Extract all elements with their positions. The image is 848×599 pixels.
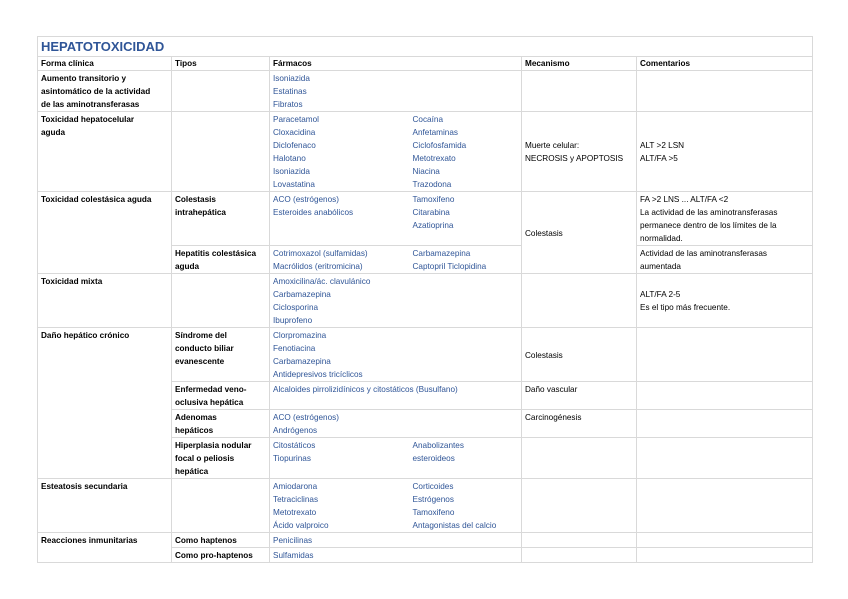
- drug-name: Estrógenos: [412, 495, 454, 504]
- forma-clinica-cell: Reacciones inmunitarias: [38, 533, 172, 563]
- farmacos-cell: [410, 246, 522, 274]
- mecanismo-text: NECROSIS y APOPTOSIS: [525, 154, 624, 163]
- drug-name: Amoxicilina/ác. clavulánico: [273, 277, 371, 286]
- tipo-text: hepáticos: [175, 426, 214, 435]
- tipos-cell: [172, 246, 270, 274]
- tipo-text: intrahepática: [175, 208, 226, 217]
- drug-name: Lovastatina: [273, 180, 315, 189]
- tipo-text: Síndrome del: [175, 331, 227, 340]
- table-row: [38, 71, 813, 112]
- drug-name: Cocaína: [412, 115, 443, 124]
- drug-name: Citostáticos: [273, 441, 316, 450]
- tipo-text: conducto biliar: [175, 344, 234, 353]
- farmacos-cell: [410, 438, 522, 479]
- header-mecanismo: Mecanismo: [522, 57, 637, 71]
- drug-name: Amiodarona: [273, 482, 318, 491]
- tipo-text: aguda: [175, 262, 200, 271]
- farmacos-cell: [270, 438, 410, 479]
- tipos-cell: [172, 274, 270, 328]
- tipos-cell: [172, 479, 270, 533]
- drug-name: Anfetaminas: [412, 128, 459, 137]
- mecanismo-cell: [522, 112, 637, 192]
- drug-name: Metotrexato: [412, 154, 456, 163]
- comentarios-cell: [637, 438, 813, 479]
- farmacos-cell: [270, 192, 410, 246]
- mecanismo-cell: Colestasis: [522, 328, 637, 382]
- drug-name: Tetraciclinas: [273, 495, 319, 504]
- mecanismo-cell: [522, 438, 637, 479]
- drug-name: Antagonistas del calcio: [412, 521, 497, 530]
- drug-name: Antidepresivos tricíclicos: [273, 370, 363, 379]
- drug-name: Andrógenos: [273, 426, 318, 435]
- farmacos-cell: [270, 112, 410, 192]
- comentario-text: aumentada: [640, 262, 681, 271]
- farmacos-cell: [410, 112, 522, 192]
- tipo-text: focal o peliosis: [175, 454, 235, 463]
- drug-name: Trazodona: [412, 180, 452, 189]
- comentarios-cell: [637, 112, 813, 192]
- comentarios-cell: [637, 533, 813, 548]
- drug-name: Corticoides: [412, 482, 454, 491]
- header-farmacos: Fármacos: [270, 57, 522, 71]
- tipos-cell: [172, 71, 270, 112]
- comentarios-cell: [637, 274, 813, 328]
- forma-clinica-cell: Esteatosis secundaria: [38, 479, 172, 533]
- tipo-text: Colestasis: [175, 195, 216, 204]
- tipos-cell: [172, 438, 270, 479]
- forma-clinica-cell: [38, 112, 172, 192]
- comentario-text: ALT/FA 2-5: [640, 290, 681, 299]
- tipo-text: hepática: [175, 467, 209, 476]
- comentarios-cell: [637, 246, 813, 274]
- drug-name: Ácido valproico: [273, 521, 329, 530]
- drug-name: Isoniazida: [273, 74, 310, 83]
- table-row: [38, 192, 813, 246]
- forma-text: aguda: [41, 128, 66, 137]
- drug-name: Macrólidos (eritromicina): [273, 262, 363, 271]
- tipos-cell: [172, 192, 270, 246]
- comentarios-cell: [637, 382, 813, 410]
- drug-name: Halotano: [273, 154, 306, 163]
- tipos-cell: [172, 328, 270, 382]
- drug-name: Isoniazida: [273, 167, 310, 176]
- comentario-text: La actividad de las aminotransferasas: [640, 208, 778, 217]
- table-row: [38, 328, 813, 382]
- drug-name: Niacina: [412, 167, 440, 176]
- hepatotoxicity-table: [37, 36, 813, 563]
- tipo-text: Enfermedad veno-: [175, 385, 247, 394]
- drug-name: ACO (estrógenos): [273, 195, 339, 204]
- drug-name: Tamoxifeno: [412, 195, 455, 204]
- drug-name: Azatioprina: [412, 221, 454, 230]
- comentarios-cell: [637, 71, 813, 112]
- header-forma-clinica: Forma clínica: [38, 57, 172, 71]
- mecanismo-cell: Carcinogénesis: [522, 410, 637, 438]
- farmacos-cell: [270, 246, 410, 274]
- drug-name: Fibratos: [273, 100, 303, 109]
- mecanismo-text: Muerte celular:: [525, 141, 580, 150]
- forma-text: Toxicidad hepatocelular: [41, 115, 135, 124]
- table-title: HEPATOTOXICIDAD: [38, 37, 813, 57]
- drug-name: Estatinas: [273, 87, 307, 96]
- tipo-text: oclusiva hepática: [175, 398, 244, 407]
- mecanismo-cell: [522, 533, 637, 548]
- table-row: [38, 112, 813, 192]
- drug-name: Diclofenaco: [273, 141, 316, 150]
- mecanismo-cell: [522, 274, 637, 328]
- farmacos-cell: [410, 192, 522, 246]
- farmacos-cell: [270, 410, 522, 438]
- farmacos-cell: Alcaloides pirrolizidínicos y citostáticos (Busulfano): [270, 382, 522, 410]
- tipos-cell: Como haptenos: [172, 533, 270, 548]
- farmacos-cell: [270, 71, 522, 112]
- forma-clinica-cell: [38, 71, 172, 112]
- farmacos-cell: Sulfamidas: [270, 548, 522, 563]
- comentario-text: Es el tipo más frecuente.: [640, 303, 731, 312]
- drug-name: Metotrexato: [273, 508, 317, 517]
- farmacos-cell: [270, 479, 410, 533]
- forma-clinica-cell: Toxicidad mixta: [38, 274, 172, 328]
- comentario-text: Actividad de las aminotransferasas: [640, 249, 767, 258]
- comentario-text: FA >2 LNS ... ALT/FA <2: [640, 195, 729, 204]
- drug-name: Esteroides anabólicos: [273, 208, 354, 217]
- drug-name: Paracetamol: [273, 115, 319, 124]
- comentarios-cell: [637, 410, 813, 438]
- drug-name: Tiopurinas: [273, 454, 311, 463]
- mecanismo-cell: [522, 548, 637, 563]
- table-row: [38, 479, 813, 533]
- drug-name: Citarabina: [412, 208, 450, 217]
- drug-name: ACO (estrógenos): [273, 413, 339, 422]
- farmacos-cell: [270, 274, 522, 328]
- drug-name: Fenotiacina: [273, 344, 316, 353]
- tipo-text: Hiperplasia nodular: [175, 441, 252, 450]
- farmacos-cell: Penicilinas: [270, 533, 522, 548]
- tipos-cell: [172, 112, 270, 192]
- forma-text: de las aminotransferasas: [41, 100, 140, 109]
- drug-name: esteroideos: [412, 454, 455, 463]
- farmacos-cell: [410, 479, 522, 533]
- comentarios-cell: [637, 328, 813, 382]
- tipos-cell: [172, 410, 270, 438]
- mecanismo-cell: [522, 479, 637, 533]
- forma-clinica-cell: Daño hepático crónico: [38, 328, 172, 479]
- hepatotoxicity-table-sheet: [37, 36, 812, 560]
- drug-name: Carbamazepina: [273, 357, 331, 366]
- tipo-text: Hepatitis colestásica: [175, 249, 257, 258]
- drug-name: Cotrimoxazol (sulfamidas): [273, 249, 368, 258]
- forma-text: Aumento transitorio y: [41, 74, 127, 83]
- header-comentarios: Comentarios: [637, 57, 813, 71]
- comentarios-cell: [637, 548, 813, 563]
- mecanismo-cell: Colestasis: [522, 192, 637, 274]
- mecanismo-cell: [522, 71, 637, 112]
- drug-name: Ciclofosfamida: [412, 141, 467, 150]
- comentario-text: permanece dentro de los límites de la: [640, 221, 777, 230]
- tipos-cell: Como pro-haptenos: [172, 548, 270, 563]
- forma-text: asintomático de la actividad: [41, 87, 151, 96]
- forma-clinica-cell: Toxicidad colestásica aguda: [38, 192, 172, 274]
- comentarios-cell: [637, 479, 813, 533]
- tipo-text: evanescente: [175, 357, 225, 366]
- table-row: [38, 274, 813, 328]
- drug-name: Captopril Ticlopidina: [412, 262, 487, 271]
- drug-name: Tamoxifeno: [412, 508, 455, 517]
- mecanismo-cell: Daño vascular: [522, 382, 637, 410]
- drug-name: Ibuprofeno: [273, 316, 313, 325]
- tipo-text: Adenomas: [175, 413, 217, 422]
- comentarios-cell: [637, 192, 813, 246]
- drug-name: Cloxacidina: [273, 128, 316, 137]
- drug-name: Carbamazepina: [273, 290, 331, 299]
- tipos-cell: [172, 382, 270, 410]
- drug-name: Clorpromazina: [273, 331, 327, 340]
- table-row: [38, 533, 813, 548]
- drug-name: Ciclosporina: [273, 303, 319, 312]
- drug-name: Carbamazepina: [412, 249, 471, 258]
- comentario-text: ALT/FA >5: [640, 154, 678, 163]
- comentario-text: ALT >2 LSN: [640, 141, 685, 150]
- comentario-text: normalidad.: [640, 234, 683, 243]
- header-tipos: Tipos: [172, 57, 270, 71]
- farmacos-cell: [270, 328, 522, 382]
- drug-name: Anabolizantes: [412, 441, 464, 450]
